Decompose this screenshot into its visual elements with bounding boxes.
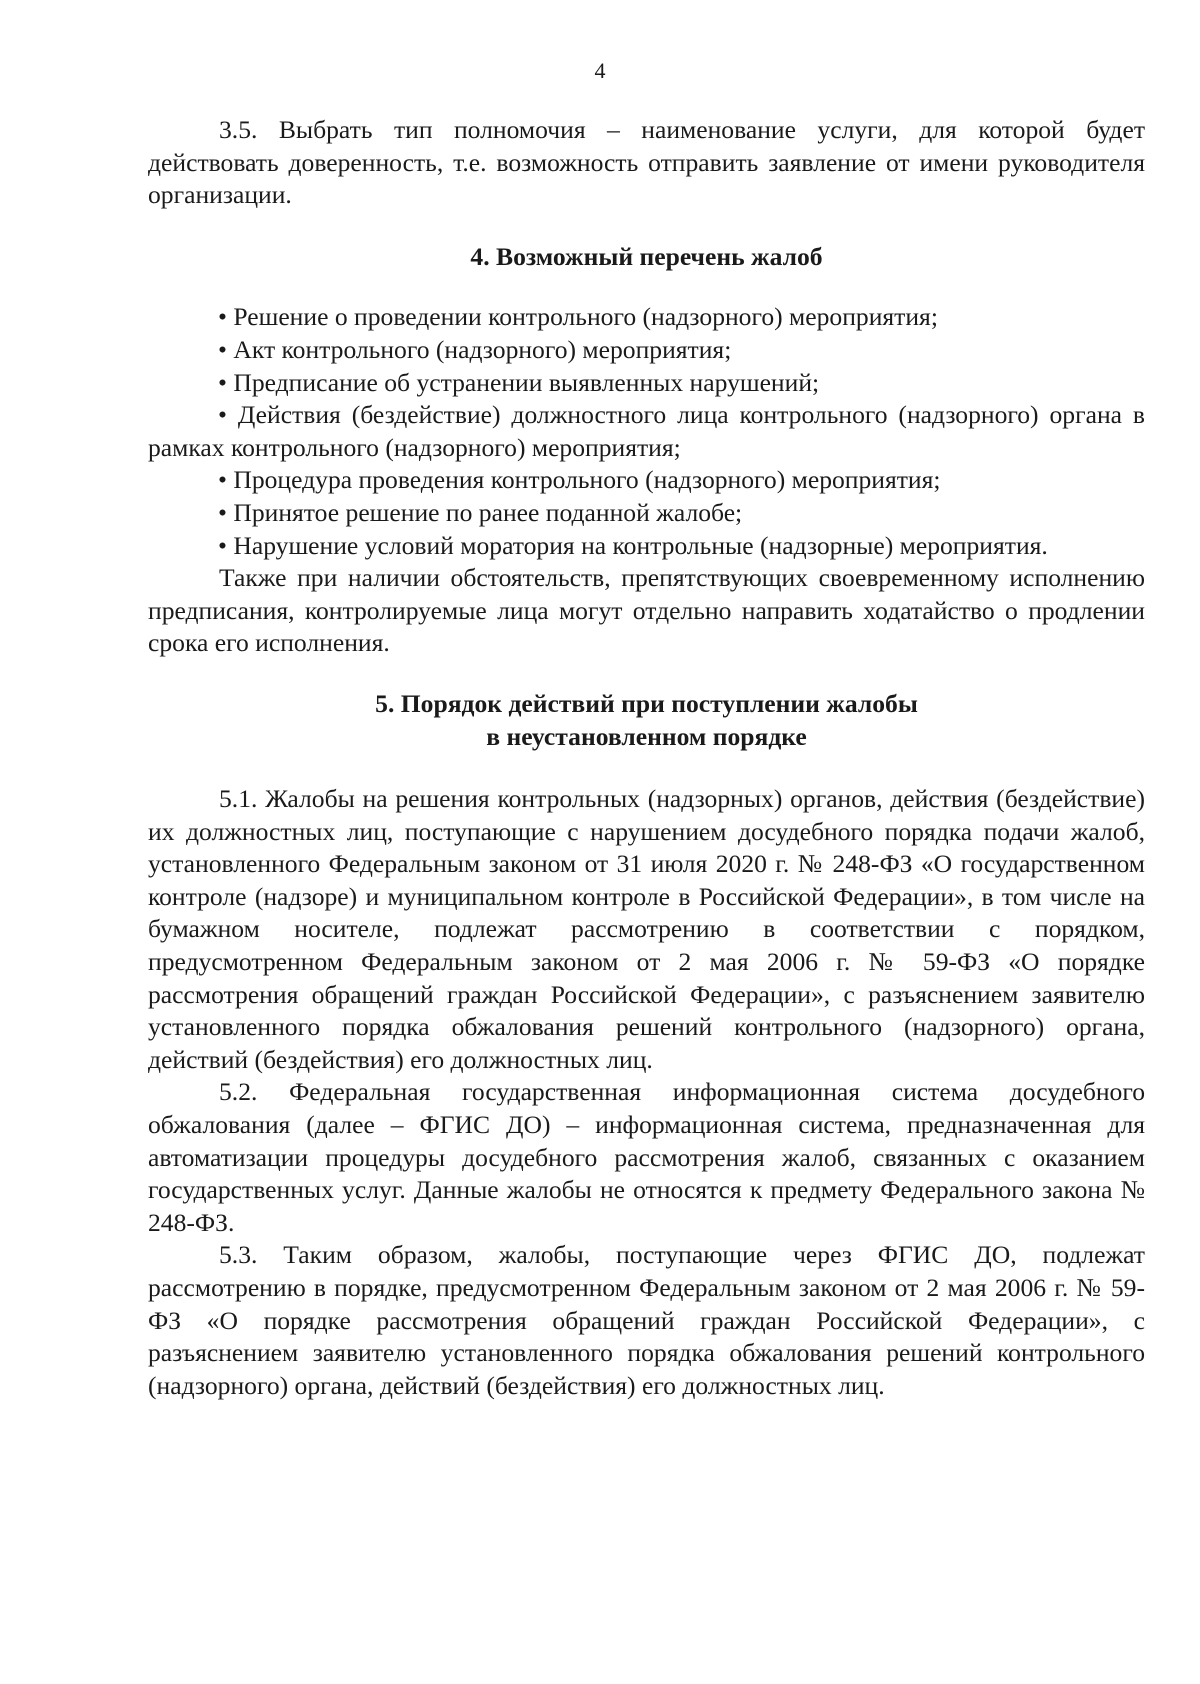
list-item: • Предписание об устранении выявленных нарушений; [218, 367, 820, 397]
paragraph-petition-note: Также при наличии обстоятельств, препятствующих своевременному исполнению предписания, контролируемые лица могут отдельно направить ходатайство о продлении срока его исполнения. [148, 563, 1145, 658]
paragraph-5-1: 5.1. Жалобы на решения контрольных (надзорных) органов, действия (бездействие) их должностных лиц, поступающие с нарушением досудебного порядка подачи жалоб, установленного Федеральным законом от 31 июля 2020 г. № 248-ФЗ «О государственном контроле (надзоре) и муниципальном контроле в Российской Федерации», в том числе на бумажном носителе, подлежат рассмотрению в соответствии с порядком, предусмотренном Федеральным законом от 2 мая 2006 г. № 59-ФЗ «О порядке рассмотрения обращений граждан Российской Федерации», с разъяснением заявителю установленного порядка обжалования решений контрольного (надзорного) органа, действий (бездействия) его должностных лиц. [148, 784, 1145, 1074]
section-5-heading-line-2: в неустановленном порядке [486, 721, 807, 751]
section-5-heading-line-1: 5. Порядок действий при поступлении жалобы [375, 688, 918, 718]
list-item: • Процедура проведения контрольного (надзорного) мероприятия; [218, 465, 941, 495]
paragraph-3-5: 3.5. Выбрать тип полномочия – наименование услуги, для которой будет действовать доверенность, т.е. возможность отправить заявление от имени руководителя организации. [148, 115, 1145, 210]
paragraph-5-2: 5.2. Федеральная государственная информационная система досудебного обжалования (далее – ФГИС ДО) – информационная система, предназначенная для автоматизации процедуры досудебного рассмотрения жалоб, связанных с оказанием государственных услуг. Данные жалобы не относятся к предмету Федерального закона № 248-ФЗ. [148, 1077, 1145, 1237]
list-item: • Действия (бездействие) должностного лица контрольного (надзорного) органа в рамках контрольного (надзорного) мероприятия; [148, 400, 1145, 462]
list-item: • Акт контрольного (надзорного) мероприятия; [218, 334, 732, 364]
section-4-heading: 4. Возможный перечень жалоб [470, 241, 823, 271]
paragraph-5-3: 5.3. Таким образом, жалобы, поступающие через ФГИС ДО, подлежат рассмотрению в порядке, предусмотренном Федеральным законом от 2 мая 2006 г. № 59-ФЗ «О порядке рассмотрения обращений граждан Российской Федерации», с разъяснением заявителю установленного порядка обжалования решений контрольного (надзорного) органа, действий (бездействия) его должностных лиц. [148, 1240, 1145, 1400]
complaint-list [148, 301, 1145, 562]
section-5-heading [148, 688, 1145, 753]
document-body [148, 114, 1145, 1402]
list-item: • Нарушение условий моратория на контрольные (надзорные) мероприятия. [218, 530, 1048, 560]
list-item: • Принятое решение по ранее поданной жалобе; [218, 497, 743, 527]
page-number: 4 [594, 58, 606, 83]
list-item: • Решение о проведении контрольного (надзорного) мероприятия; [218, 302, 938, 332]
